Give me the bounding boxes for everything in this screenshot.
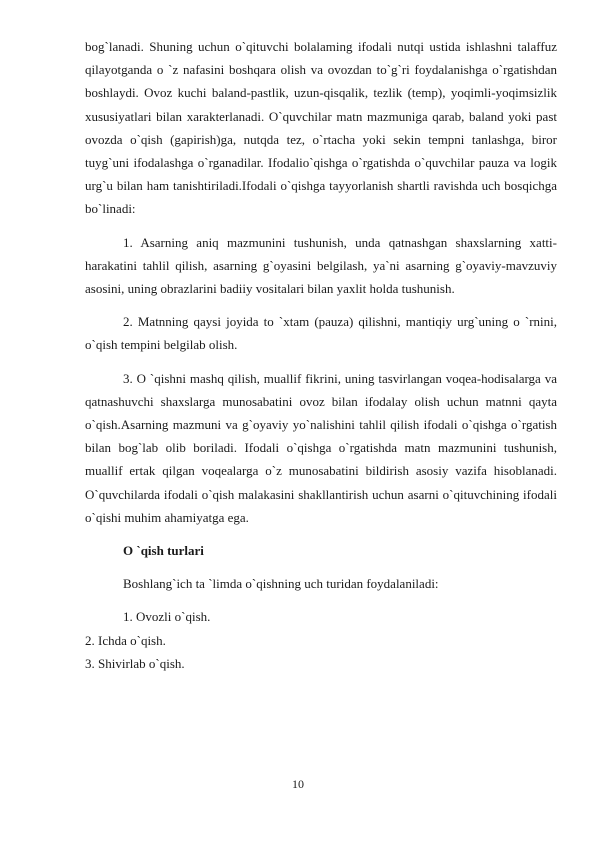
page-number: 10 (292, 777, 304, 791)
list-item-2: 2. Ichda o`qish. (85, 632, 166, 648)
section-heading: O `qish turlari (123, 543, 204, 559)
paragraph-step-1: 1. Asarning aniq mazmunini tushunish, unda qatnashgan shaxslarning xatti-harakatini tahlil qilish, asarning g`oyasini belgilash, ya`ni asarning g`oyaviy-mavzuviy asosini, uning obrazlarini badiiy vositalari bilan yaxlit holda tushunish. (85, 234, 557, 297)
paragraph-continuation: bog`lanadi. Shuning uchun o`qituvchi bolalaming ifodali nutqi ustida ishlashni talaffuz qilayotganda o `z nafasini boshqara olish va ovozdan to`g`ri foydalanishga o`rgatishdan boshlaydi. Ovoz kuchi baland-pastlik, uzun-qisqalik, tezlik (temp), yoqimli-yoqimsizlik xususiyatlari bilan xarakterlanadi. O`quvchilar matn mazmuniga qarab, baland yoki past ovozda o`qish (gapirish)ga, nutqda tez, o`rtacha yoki sekin tempni tanlashga, biror tuyg`uni ifodalashga o`rganadilar. Ifodalio`qishga o`rgatishda o`quvchilar pauza va logik urg`u bilan ham tanishtiriladi.Ifodali o`qishga tayyorlanish shartli ravishda uch bosqichga bo`linadi: (85, 39, 557, 217)
body-text (85, 35, 557, 675)
paragraph-step-2: 2. Matnning qaysi joyida to `xtam (pauza) qilishni, mantiqiy urg`uning o `rnini, o`qish tempini belgilab olish. (85, 314, 557, 353)
section-intro: Boshlang`ich ta `limda o`qishning uch turidan foydalaniladi: (123, 576, 439, 592)
paragraph-step-3: 3. O `qishni mashq qilish, muallif fikrini, uning tasvirlangan voqea-hodisalarga va qatnashuvchi shaxslarga munosabatini ovoz bilan ifodalay olish uchun matnni qayta o`qish.Asarning mazmuni va g`oyaviy yo`nalishini tahlil qilish ifodali o`qishga o`rgatish bilan bog`lab olib boriladi. Ifodali o`qishga o`rgatishda matn mazmunini tushunish, muallif ertak qilgan voqealarga o`z munosabatini bildirish asosiy vazifa hisoblanadi. O`quvchilarda ifodali o`qish malakasini shakllantirish uchun asarni o`qituvchining ifodali o`qishi muhim ahamiyatga ega. (85, 370, 557, 525)
list-item-1: 1. Ovozli o`qish. (123, 609, 211, 625)
list-item-3: 3. Shivirlab o`qish. (85, 655, 185, 671)
